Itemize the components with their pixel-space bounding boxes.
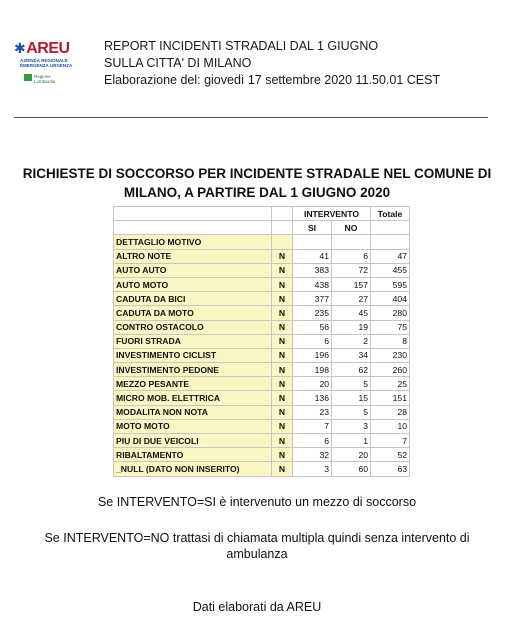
header-line3: Elaborazione del: giovedì 17 settembre 2020 11.50.01 CEST — [104, 73, 441, 87]
row-no-value: 6 — [332, 249, 371, 263]
row-flag: N — [272, 292, 293, 306]
row-no-value: 3 — [332, 419, 371, 433]
row-flag: N — [272, 462, 293, 476]
row-no-value: 157 — [332, 277, 371, 291]
row-total-value: 260 — [371, 363, 410, 377]
dettaglio-motivo-header: DETTAGLIO MOTIVO — [114, 235, 272, 249]
note-intervento-si: Se INTERVENTO=SI è intervenuto un mezzo di soccorso — [97, 495, 417, 509]
empty-cell — [293, 235, 332, 249]
table-row — [114, 292, 410, 306]
table-corner-cell — [114, 221, 272, 235]
row-label: RIBALTAMENTO — [114, 448, 272, 462]
logo-region — [34, 74, 55, 84]
table-row — [114, 434, 410, 448]
row-total-value: 404 — [371, 292, 410, 306]
row-label: CADUTA DA BICI — [114, 292, 272, 306]
row-si-value: 7 — [293, 419, 332, 433]
table-row — [114, 419, 410, 433]
star-of-life-icon: ✱ — [14, 40, 26, 56]
row-total-value: 10 — [371, 419, 410, 433]
row-si-value: 383 — [293, 263, 332, 277]
table-header-row-2 — [114, 221, 410, 235]
row-flag: N — [272, 405, 293, 419]
row-total-value: 63 — [371, 462, 410, 476]
report-title — [8, 164, 506, 202]
table-row — [114, 277, 410, 291]
row-no-value: 27 — [332, 292, 371, 306]
logo-brand-text: AREU — [26, 40, 70, 57]
row-si-value: 23 — [293, 405, 332, 419]
table-corner-cell — [272, 207, 293, 221]
row-flag: N — [272, 434, 293, 448]
row-flag: N — [272, 277, 293, 291]
totale-header: Totale — [371, 207, 410, 221]
row-si-value: 235 — [293, 306, 332, 320]
row-no-value: 60 — [332, 462, 371, 476]
row-label: MODALITA NON NOTA — [114, 405, 272, 419]
row-total-value: 230 — [371, 348, 410, 362]
incident-table — [113, 206, 410, 477]
row-total-value: 25 — [371, 377, 410, 391]
row-label: AUTO MOTO — [114, 277, 272, 291]
row-no-value: 20 — [332, 448, 371, 462]
header-divider — [14, 117, 488, 118]
row-no-value: 72 — [332, 263, 371, 277]
table-row — [114, 263, 410, 277]
totale-subheader-cell — [371, 221, 410, 235]
row-label: INVESTIMENTO CICLIST — [114, 348, 272, 362]
row-total-value: 8 — [371, 334, 410, 348]
row-label: MICRO MOB. ELETTRICA — [114, 391, 272, 405]
row-label: FUORI STRADA — [114, 334, 272, 348]
table-row — [114, 334, 410, 348]
row-label: MOTO MOTO — [114, 419, 272, 433]
table-corner-cell — [114, 207, 272, 221]
row-si-value: 196 — [293, 348, 332, 362]
row-flag: N — [272, 334, 293, 348]
row-no-value: 15 — [332, 391, 371, 405]
row-label: CADUTA DA MOTO — [114, 306, 272, 320]
table-row — [114, 377, 410, 391]
row-total-value: 7 — [371, 434, 410, 448]
table-row — [114, 363, 410, 377]
row-si-value: 438 — [293, 277, 332, 291]
row-total-value: 75 — [371, 320, 410, 334]
row-flag: N — [272, 363, 293, 377]
table-row — [114, 448, 410, 462]
row-total-value: 455 — [371, 263, 410, 277]
table-row — [114, 391, 410, 405]
logo-region-line1: Regione — [34, 74, 51, 79]
region-flag-icon — [24, 74, 32, 81]
row-label: ALTRO NOTE — [114, 249, 272, 263]
logo-region-line2: Lombardia — [34, 79, 56, 84]
empty-cell — [371, 235, 410, 249]
row-no-value: 1 — [332, 434, 371, 448]
row-no-value: 5 — [332, 405, 371, 419]
row-no-value: 34 — [332, 348, 371, 362]
row-flag: N — [272, 348, 293, 362]
row-total-value: 595 — [371, 277, 410, 291]
row-label: PIU DI DUE VEICOLI — [114, 434, 272, 448]
row-si-value: 6 — [293, 434, 332, 448]
title-line1: RICHIESTE DI SOCCORSO PER INCIDENTE STRADALE NEL COMUNE DI — [22, 166, 492, 181]
footer-credit: Dati elaborati da AREU — [192, 600, 322, 614]
table-header-row-1 — [114, 207, 410, 221]
table-row — [114, 249, 410, 263]
row-label: CONTRO OSTACOLO — [114, 320, 272, 334]
row-label: AUTO AUTO — [114, 263, 272, 277]
row-label: INVESTIMENTO PEDONE — [114, 363, 272, 377]
row-si-value: 377 — [293, 292, 332, 306]
row-flag: N — [272, 377, 293, 391]
row-total-value: 280 — [371, 306, 410, 320]
no-header: NO — [332, 221, 371, 235]
row-flag: N — [272, 263, 293, 277]
logo-subtitle — [20, 58, 72, 68]
si-header: SI — [293, 221, 332, 235]
logo-subtitle-line2: EMERGENZA URGENZA — [20, 63, 73, 68]
row-total-value: 28 — [371, 405, 410, 419]
table-row — [114, 348, 410, 362]
row-si-value: 6 — [293, 334, 332, 348]
row-si-value: 198 — [293, 363, 332, 377]
report-header — [104, 38, 440, 89]
row-si-value: 3 — [293, 462, 332, 476]
logo-subtitle-line1: AZIENDA REGIONALE — [20, 58, 68, 63]
row-si-value: 136 — [293, 391, 332, 405]
row-flag: N — [272, 391, 293, 405]
row-label: _NULL (DATO NON INSERITO) — [114, 462, 272, 476]
table-row — [114, 462, 410, 476]
table-row — [114, 320, 410, 334]
row-flag: N — [272, 249, 293, 263]
row-total-value: 52 — [371, 448, 410, 462]
row-no-value: 19 — [332, 320, 371, 334]
row-si-value: 32 — [293, 448, 332, 462]
row-flag: N — [272, 419, 293, 433]
header-line1: REPORT INCIDENTI STRADALI DAL 1 GIUGNO — [104, 39, 379, 53]
row-total-value: 151 — [371, 391, 410, 405]
areu-logo — [14, 40, 92, 90]
table-row — [114, 405, 410, 419]
row-flag: N — [272, 306, 293, 320]
empty-cell — [332, 235, 371, 249]
row-label: MEZZO PESANTE — [114, 377, 272, 391]
row-flag: N — [272, 448, 293, 462]
table-header-row-3 — [114, 235, 410, 249]
row-total-value: 47 — [371, 249, 410, 263]
title-line2: MILANO, A PARTIRE DAL 1 GIUGNO 2020 — [123, 185, 391, 200]
row-flag: N — [272, 320, 293, 334]
table-row — [114, 306, 410, 320]
header-line2: SULLA CITTA' DI MILANO — [104, 56, 252, 70]
flag-header-cell — [272, 235, 293, 249]
row-no-value: 5 — [332, 377, 371, 391]
logo-brand — [14, 40, 70, 58]
row-no-value: 2 — [332, 334, 371, 348]
row-si-value: 56 — [293, 320, 332, 334]
table-corner-cell — [272, 221, 293, 235]
row-si-value: 41 — [293, 249, 332, 263]
row-si-value: 20 — [293, 377, 332, 391]
row-no-value: 62 — [332, 363, 371, 377]
intervento-header: INTERVENTO — [293, 207, 371, 221]
row-no-value: 45 — [332, 306, 371, 320]
note-intervento-no: Se INTERVENTO=NO trattasi di chiamata multipla quindi senza intervento di ambulanza — [44, 531, 470, 561]
